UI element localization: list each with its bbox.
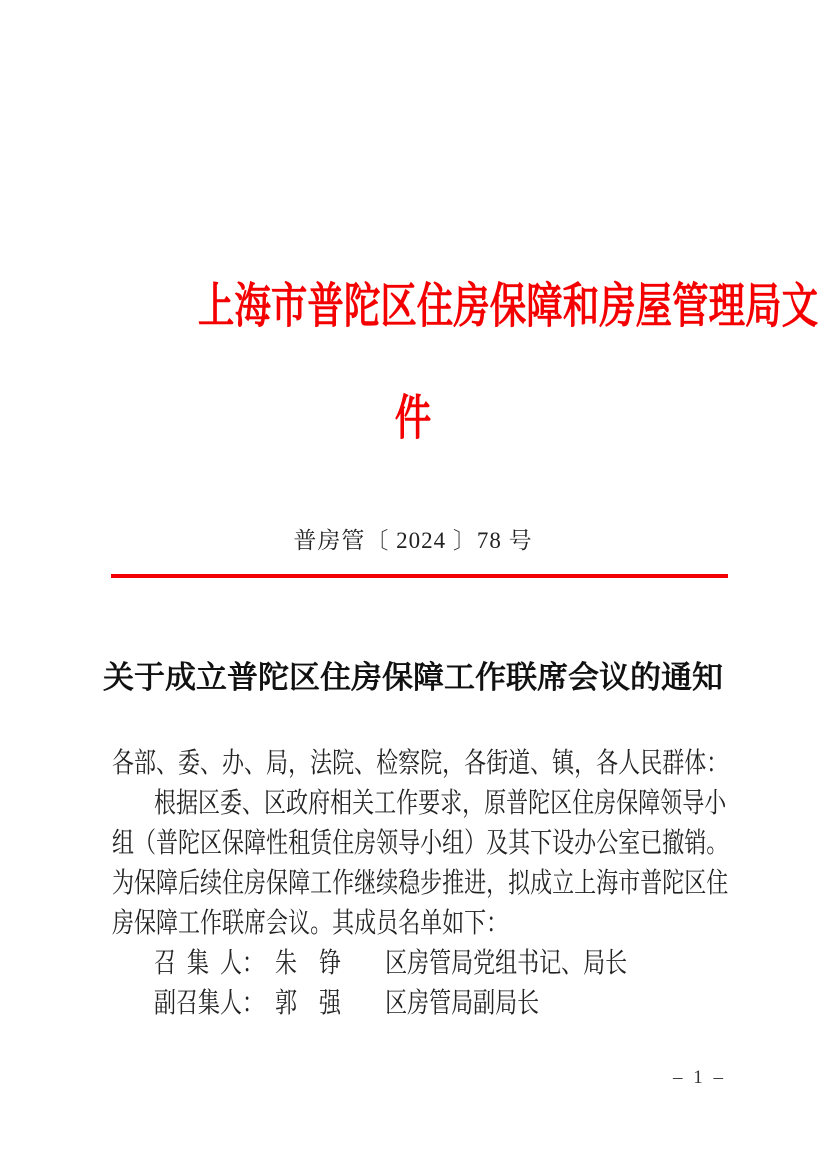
body-line-3 bbox=[112, 864, 732, 904]
red-divider-rule bbox=[111, 574, 728, 578]
member-line-convener-text: 召 集 人： 朱 铮 区房管局党组书记、局长 bbox=[154, 948, 628, 979]
member-line-convener bbox=[112, 944, 732, 984]
notice-body bbox=[112, 744, 732, 1024]
body-line-2 bbox=[112, 824, 732, 864]
body-line-4-text: 房保障工作联席会议。其成员名单如下： bbox=[112, 908, 509, 939]
body-line-4 bbox=[112, 904, 732, 944]
letterhead-title-line-1-text: 上海市普陀区住房保障和房屋管理局文 bbox=[197, 280, 819, 333]
letterhead-agency-title bbox=[100, 251, 819, 475]
document-number: 普房管〔 2024 〕78 号 bbox=[293, 528, 533, 553]
body-line-1-text: 根据区委、区政府相关工作要求，原普陀区住房保障领导小 bbox=[154, 788, 727, 819]
letterhead-title-line-2 bbox=[100, 363, 726, 475]
page-number: – 1 – bbox=[673, 1067, 726, 1088]
body-line-salutation bbox=[112, 744, 732, 784]
member-line-deputy-convener bbox=[112, 984, 732, 1024]
member-line-deputy-convener-text: 副召集人： 郭 强 区房管局副局长 bbox=[154, 988, 540, 1019]
body-line-1 bbox=[112, 784, 732, 824]
notice-title: 关于成立普陀区住房保障工作联席会议的通知 bbox=[103, 660, 723, 695]
body-line-salutation-text: 各部、委、办、局，法院、检察院，各街道、镇，各人民群体： bbox=[112, 748, 729, 779]
letterhead-title-line-1 bbox=[100, 251, 819, 363]
letterhead-title-line-2-text: 件 bbox=[394, 392, 432, 445]
body-line-3-text: 为保障后续住房保障工作继续稳步推进，拟成立上海市普陀区住 bbox=[112, 868, 729, 899]
body-line-2-text: 组（普陀区保障性租赁住房领导小组）及其下设办公室已撤销。 bbox=[112, 828, 729, 859]
